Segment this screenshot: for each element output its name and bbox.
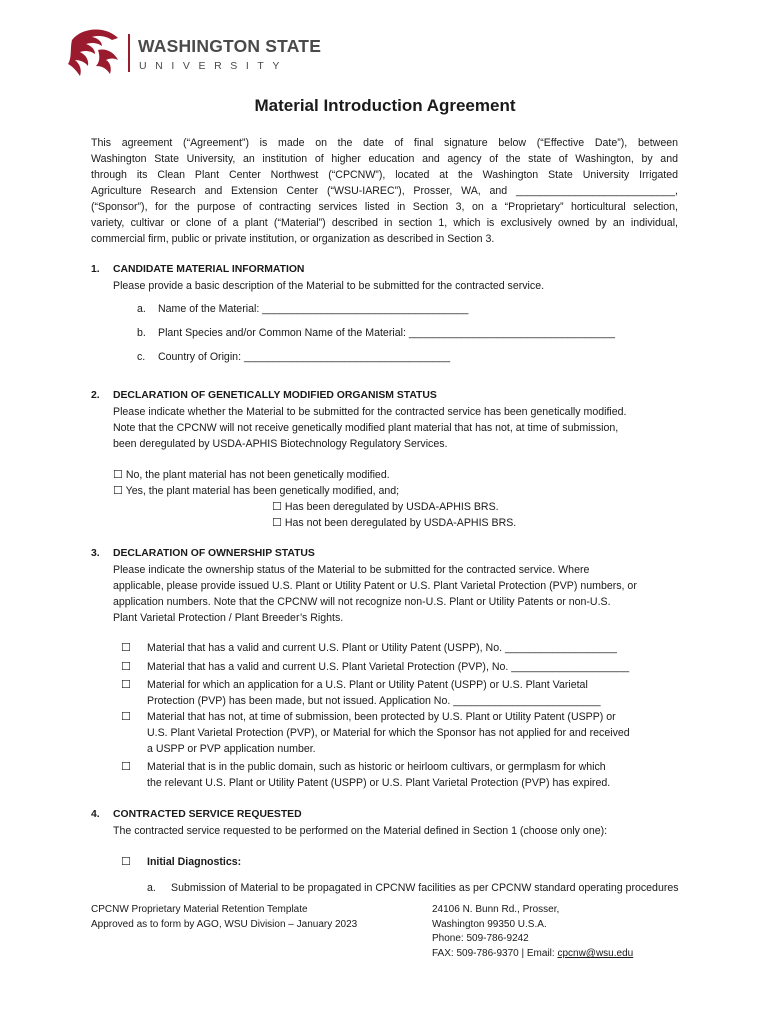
wsu-logo [68, 26, 338, 82]
option-label: No, the plant material has not been genetically modified. [125, 469, 390, 481]
checkbox[interactable]: ☐ [121, 855, 131, 868]
logo-wordmark: WASHINGTON STATE [138, 36, 322, 56]
option-label: Yes, the plant material has been genetically modified, and; [125, 485, 400, 497]
section-description: Please indicate whether the Material to be submitted for the contracted service has been genetically modified. [113, 406, 627, 418]
section-number: 1. [91, 264, 100, 275]
footer-address-line: Washington 99350 U.S.A. [432, 919, 547, 930]
section-description: Note that the CPCNW will not receive genetically modified plant material that has not, at time of submission, [113, 422, 619, 434]
section-number: 3. [91, 548, 100, 559]
option-label: Has been deregulated by USDA-APHIS BRS. [284, 501, 499, 513]
section-description: Please provide a basic description of the Material to be submitted for the contracted service. [113, 280, 545, 292]
section-title: CONTRACTED SERVICE REQUESTED [113, 809, 302, 820]
section-title: CANDIDATE MATERIAL INFORMATION [113, 264, 305, 275]
checkbox[interactable]: ☐ [121, 660, 131, 673]
section-description: been deregulated by USDA-APHIS Biotechnology Regulatory Services. [113, 438, 448, 450]
section-number: 2. [91, 390, 100, 401]
ownership-option-label: a USPP or PVP application number. [147, 743, 316, 755]
footer-address-line: 24106 N. Bunn Rd., Prosser, [432, 904, 560, 915]
ownership-option-label: Material that is in the public domain, such as historic or heirloom cultivars, or germplasm for which [147, 761, 606, 773]
intro-line: variety, cultivar or clone of a plant (“Material”) described in section 1, which is exclusively owned by an individual, [91, 217, 678, 229]
footer-fax: FAX: 509-786-9370 | Email: [432, 948, 558, 959]
checkbox[interactable]: ☐ [121, 641, 131, 654]
section-number: 4. [91, 809, 100, 820]
footer-phone: Phone: 509-786-9242 [432, 933, 529, 944]
ownership-option-label: Material for which an application for a U.S. Plant or Utility Patent (USPP) or U.S. Plant Varietal [147, 679, 588, 691]
ownership-option-label: Material that has not, at time of submission, been protected by U.S. Plant or Utility Patent (USPP) or [147, 711, 616, 723]
ownership-option-label: the relevant U.S. Plant or Utility Patent (USPP) or U.S. Plant Varietal Protection (PVP) has expired. [147, 777, 611, 789]
country-of-origin-field[interactable]: Country of Origin: ___________________________________ [158, 351, 451, 363]
initial-diagnostics-label: Initial Diagnostics: [147, 856, 242, 868]
checkbox[interactable]: ☐ [113, 468, 123, 481]
ownership-option-label: Material that has a valid and current U.S. Plant Varietal Protection (PVP), No. ____________________ [147, 661, 630, 673]
section-description: Please indicate the ownership status of the Material to be submitted for the contracted service. Where [113, 564, 590, 576]
footer-fax-email [432, 947, 633, 962]
intro-line: Agriculture Research and Extension Center (“WSU-IAREC”), Prosser, WA, and ___________________________, [91, 185, 678, 197]
service-item-text: Submission of Material to be propagated in CPCNW facilities as per CPCNW standard operating procedures [171, 882, 679, 894]
ownership-option-label: Protection (PVP) has been made, but not issued. Application No. _________________________ [147, 695, 601, 707]
plant-species-field[interactable]: Plant Species and/or Common Name of the Material: ___________________________________ [158, 327, 616, 339]
email-link[interactable]: cpcnw@wsu.edu [557, 948, 634, 959]
gmo-yes-option[interactable] [113, 483, 399, 499]
ownership-option-label: Material that has a valid and current U.S. Plant or Utility Patent (USPP), No. ___________________ [147, 642, 617, 654]
gmo-no-option[interactable] [113, 467, 390, 483]
option-label: Has not been deregulated by USDA-APHIS BRS. [284, 517, 517, 529]
checkbox[interactable]: ☐ [121, 710, 131, 723]
deregulated-option[interactable] [272, 499, 499, 515]
intro-line: (“Sponsor”), for the purpose of contracting services listed in Section 3, on a “Proprietary” horticultural selection, [91, 201, 678, 213]
logo-subtitle: UNIVERSITY [139, 60, 289, 72]
checkbox[interactable]: ☐ [113, 484, 123, 497]
section-description: The contracted service requested to be performed on the Material defined in Section 1 (choose only one): [113, 825, 608, 837]
page-title: Material Introduction Agreement [254, 96, 516, 115]
checkbox[interactable]: ☐ [121, 678, 131, 691]
intro-line: Washington State University, an institution of higher education and agency of the state of Washington, by and [91, 153, 678, 165]
intro-line: through its Clean Plant Center Northwest (“CPCNW”), located at the Washington State University Irrigated [91, 169, 678, 181]
section-title: DECLARATION OF OWNERSHIP STATUS [113, 548, 315, 559]
logo-divider [128, 34, 130, 72]
section-description: Plant Varietal Protection / Plant Breeder’s Rights. [113, 612, 344, 624]
checkbox[interactable]: ☐ [272, 500, 282, 513]
footer-approval: Approved as to form by AGO, WSU Division – January 2023 [91, 919, 358, 930]
material-name-field[interactable]: Name of the Material: ___________________________________ [158, 303, 469, 315]
section-description: application numbers. Note that the CPCNW will not recognize non-U.S. Plant or Utility Patents or non-U.S. [113, 596, 611, 608]
list-letter: b. [137, 327, 146, 339]
checkbox[interactable]: ☐ [121, 760, 131, 773]
intro-line: commercial firm, public or private institution, or organization as described in Section 3. [91, 233, 495, 245]
list-letter: c. [137, 351, 146, 363]
section-description: applicable, please provide issued U.S. Plant or Utility Patent or U.S. Plant Varietal Protection (PVP) numbers, or [113, 580, 637, 592]
not-deregulated-option[interactable] [272, 515, 516, 531]
intro-line: This agreement (“Agreement”) is made on the date of final signature below (“Effective Date”), between [91, 137, 678, 149]
checkbox[interactable]: ☐ [272, 516, 282, 529]
cougar-head-icon [68, 26, 120, 80]
section-title: DECLARATION OF GENETICALLY MODIFIED ORGANISM STATUS [113, 390, 437, 401]
ownership-option-label: U.S. Plant Varietal Protection (PVP), or Material for which the Sponsor has not applied for and received [147, 727, 630, 739]
list-letter: a. [137, 303, 146, 315]
list-letter: a. [147, 882, 156, 894]
footer-template-name: CPCNW Proprietary Material Retention Template [91, 904, 308, 915]
